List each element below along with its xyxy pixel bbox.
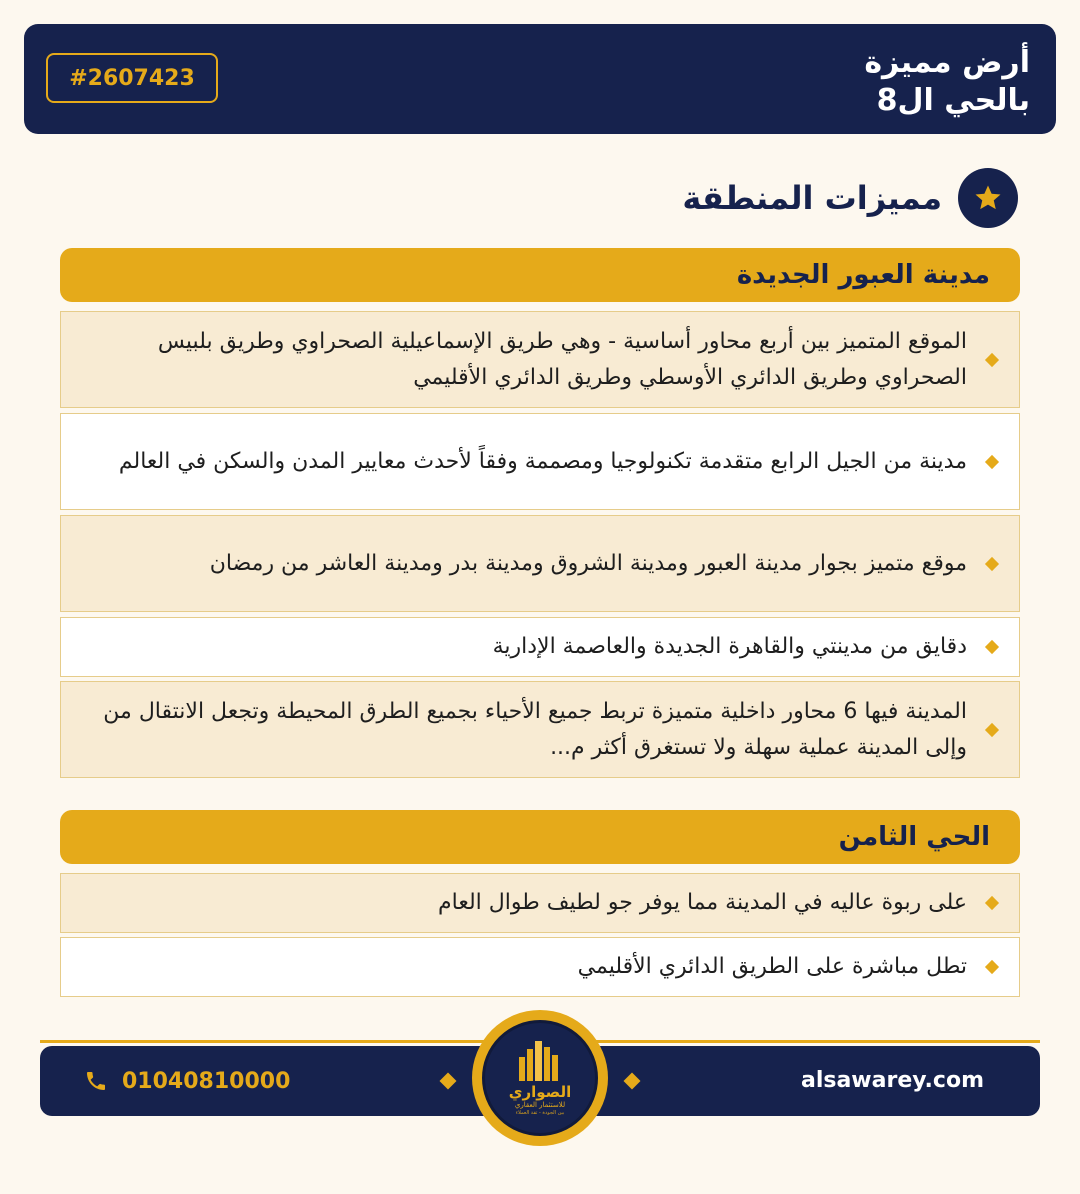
title-line-1: أرض مميزة bbox=[864, 45, 1030, 80]
logo-badge bbox=[482, 1020, 598, 1136]
list-item bbox=[60, 515, 1020, 612]
diamond-bullet-icon bbox=[985, 640, 999, 654]
list-item bbox=[60, 937, 1020, 997]
section-title: مميزات المنطقة bbox=[682, 179, 942, 217]
list-item-text: موقع متميز بجوار مدينة العبور ومدينة الشروق ومدينة بدر ومدينة العاشر من رمضان bbox=[209, 550, 967, 576]
header-bar bbox=[24, 24, 1056, 134]
website-link[interactable]: alsawarey.com bbox=[800, 1068, 984, 1093]
logo-name: الصواري bbox=[508, 1083, 572, 1101]
diamond-bullet-icon bbox=[985, 960, 999, 974]
phone-number: 01040810000 bbox=[122, 1068, 291, 1094]
phone-contact[interactable] bbox=[84, 1046, 290, 1116]
list-item-text: مدينة من الجيل الرابع متقدمة تكنولوجيا ومصممة وفقاً لأحدث معايير المدن والسكن في العالم bbox=[118, 448, 967, 474]
diamond-bullet-icon bbox=[985, 352, 999, 366]
logo-tagline: للاستثمار العقاري bbox=[514, 1101, 566, 1109]
list-item bbox=[60, 617, 1020, 677]
list-item bbox=[60, 873, 1020, 933]
phone-icon bbox=[84, 1069, 108, 1093]
list-item-text: المدينة فيها 6 محاور داخلية متميزة تربط جميع الأحياء بجميع الطرق المحيطة وتجعل الانتقال من وإلى المدينة عملية سهلة ولا تستغرق أكثر م... bbox=[103, 698, 967, 760]
logo-subtagline: بين الجودة - ثقة العملاء bbox=[515, 1110, 565, 1116]
listing-id-badge: #2607423 bbox=[46, 53, 218, 103]
buildings-icon bbox=[515, 1039, 565, 1081]
page-title bbox=[610, 44, 1030, 120]
footer-diamond-icon bbox=[624, 1073, 641, 1090]
list-item-text: تطل مباشرة على الطريق الدائري الأقليمي bbox=[577, 954, 967, 979]
star-icon bbox=[958, 168, 1018, 228]
group-header-obour: مدينة العبور الجديدة bbox=[60, 248, 1020, 302]
list-item bbox=[60, 681, 1020, 778]
diamond-bullet-icon bbox=[985, 556, 999, 570]
diamond-bullet-icon bbox=[985, 454, 999, 468]
list-item bbox=[60, 413, 1020, 510]
diamond-bullet-icon bbox=[985, 896, 999, 910]
diamond-bullet-icon bbox=[985, 722, 999, 736]
list-item-text: على ربوة عاليه في المدينة مما يوفر جو لطيف طوال العام bbox=[438, 890, 967, 915]
section-heading bbox=[682, 168, 1018, 228]
group-header-eighth-district: الحي الثامن bbox=[60, 810, 1020, 864]
footer-diamond-icon bbox=[440, 1073, 457, 1090]
list-item-text: الموقع المتميز بين أربع محاور أساسية - وهي طريق الإسماعيلية الصحراوي وطريق بلبيس الصحراوي وطريق الدائري الأوسطي وطريق الدائري الأقليمي bbox=[157, 328, 967, 390]
company-logo bbox=[472, 1010, 608, 1146]
title-line-2: بالحي ال8 bbox=[876, 83, 1030, 118]
list-item bbox=[60, 311, 1020, 408]
list-item-text: دقايق من مدينتي والقاهرة الجديدة والعاصمة الإدارية bbox=[492, 634, 967, 659]
